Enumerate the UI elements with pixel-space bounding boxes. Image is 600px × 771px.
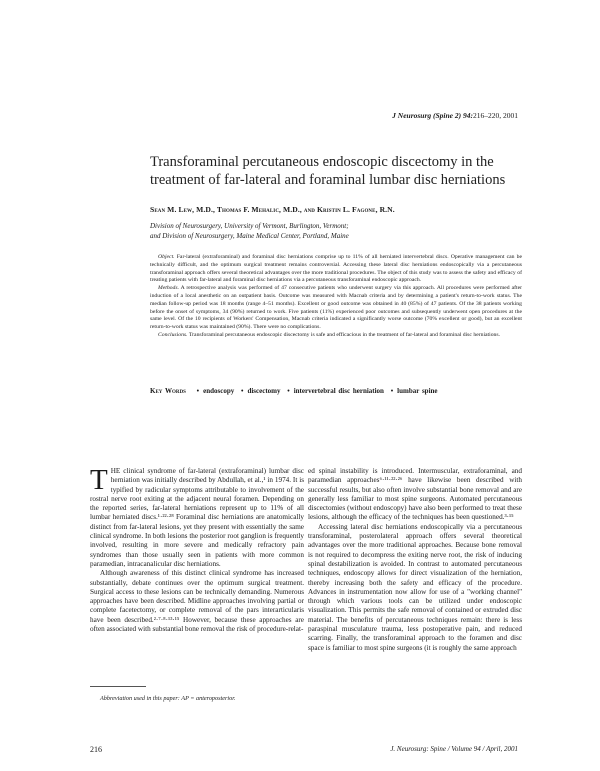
keywords-label: Key Words (150, 387, 186, 395)
abstract-methods: Methods. A retrospective analysis was performed of 47 consecutive patients who underwent surgery via this approach. All procedures were performed after induction of a local anesthetic on an outpatient basis. Outcome was measured with Macnab criteria and by determining a patient's return-to-work status. The median follow-up period was 18 months (range 4–51 months). Excellent or good outcome was obtained in 40 (85%) of 47 patients. Of the 38 patients working before the onset of symptoms, 34 (90%) returned to work. Five patients (11%) experienced poor outcomes and subsequently underwent open procedures at the same level. Of the 10 recipients of Workers' Compensation, Macnab criteria indicated a significantly worse outcome (70% excellent or good), but an excellent return-to-work status was maintained (90%). There were no complications. (150, 285, 522, 331)
keyword: intervertebral disc herniation (293, 387, 384, 395)
body-paragraph: Although awareness of this distinct clinical syndrome has increased substantially, debate continues over the optimum surgical treatment. Surgical access to these lesions can be technically demanding. Numerous approaches have been described. Midline approaches involving partial or complete facetectomy, or complete removal of the pars interarticularis have been described.²·⁷·⁸·¹³·¹⁵ However, because these approaches are often associated with substantial bone removal the risk of procedure-relat- (90, 569, 304, 634)
bullet-icon: • (240, 387, 244, 395)
author-affiliations (150, 222, 450, 241)
bullet-icon: • (287, 387, 290, 395)
keyword: lumbar spine (397, 387, 438, 395)
body-paragraph: Accessing lateral disc herniations endoscopically via a percutaneous transforaminal, posterolateral approach offers several theoretical advantages over the more traditional approaches. Because bone removal is not required to decompress the exiting nerve root, the risk of inducing spinal destabilization is avoided. In contrast to automated percutaneous techniques, endoscopy allows for direct visualization of the herniation, thereby increasing both the safety and efficacy of the procedure. Advances in instrumentation now allow for use of a "working channel" through which various tools can be utilized under endoscopic visualization. This permits the safe removal of contained or extruded disc material. The benefits of percutaneous techniques remain: there is less paraspinal musculature trauma, less postoperative pain, and reduced scarring. Finally, the transforaminal approach to the foramen and disc space is familiar to most spine surgeons (it is roughly the same approach (308, 522, 522, 652)
article-authors: Sean M. Lew, M.D., Thomas F. Mehalic, M.D., and Kristin L. Fagone, R.N. (150, 205, 395, 214)
abstract-conclusions: Conclusions. Transforaminal percutaneous endoscopic discectomy is safe and efficacious in the treatment of far-lateral and foraminal disc herniations. (158, 331, 501, 338)
bullet-icon: • (390, 387, 394, 395)
article-title: Transforaminal percutaneous endoscopic discectomy in the treatment of far-lateral and foraminal lumbar disc herniations (150, 154, 506, 188)
affiliation-line-1: Division of Neurosurgery, University of Vermont, Burlington, Vermont; (150, 222, 349, 230)
body-column-left (90, 464, 304, 634)
keyword: discectomy (247, 387, 281, 395)
keyword: endoscopy (203, 387, 235, 395)
abstract-object: Object. Far-lateral (extraforaminal) and foraminal disc herniations comprise up to 11% of all herniated intervertebral discs. Operative management can be technically difficult, and the optimum surgical treatment remains controversial. Accessing these lateral disc herniations endoscopically via a percutaneous transforaminal approach offers several theoretical advantages over the more traditional procedures. The object of this study was to assess the safety and efficacy of treating patients with far-lateral and foraminal disc herniations via a percutaneous transforaminal endoscopic approach. (150, 254, 522, 284)
body-column-right (308, 467, 522, 653)
drop-cap: T (90, 464, 108, 496)
body-paragraph: ed spinal instability is introduced. Intermuscular, extraforaminal, and paramedian approaches⁶·¹¹·²²·²⁶ have likewise been described with successful results, but also often involve substantial bone removal and are generally less familiar to most spine surgeons. Automated percutaneous discectomies (without endoscopy) have also been performed to treat these lesions, although the efficacy of the techniques has been questioned.³·¹⁵ (308, 467, 522, 522)
footnote: Abbreviation used in this paper: AP = anteroposterior. (100, 695, 236, 702)
page-number: 216 (90, 745, 102, 754)
affiliation-line-2: and Division of Neurosurgery, Maine Medical Center, Portland, Maine (150, 231, 349, 240)
footnote-divider (90, 686, 146, 687)
bullet-icon: • (196, 387, 200, 395)
keywords-line (150, 387, 438, 395)
journal-citation (392, 111, 518, 120)
abstract (150, 254, 522, 340)
journal-pages: 216–220, 2001 (473, 111, 518, 120)
footer-journal-issue: J. Neurosurg: Spine / Volume 94 / April, 2001 (390, 745, 518, 753)
journal-name: J Neurosurg (Spine 2) 94: (392, 111, 473, 120)
body-paragraph: THE clinical syndrome of far-lateral (extraforaminal) lumbar disc herniation was initially described by Abdullah, et al.,¹ in 1974. It is typified by radicular symptoms attributable to involvement of the rostral nerve root exiting at the adjacent neural foramen. Depending on the reported series, far-lateral herniations represent up to 11% of all lumbar herniated discs.¹·²²·²⁸ Foraminal disc herniations are anatomically distinct from far-lateral lesions, yet they present with essentially the same clinical syndrome. In both lesions the posterior root ganglion is frequently involved, resulting in more severe and medically refractory pain syndromes than those usually seen in patients with more common paramedian, intracanalicular disc herniations. (90, 464, 304, 568)
